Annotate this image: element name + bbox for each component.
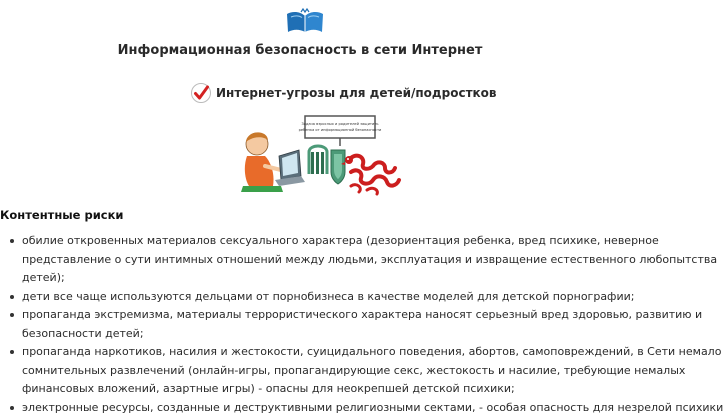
sign-line-1: Задача взрослых и родителей защитить bbox=[301, 122, 378, 126]
open-book-icon bbox=[285, 8, 325, 36]
list-item-text: сомнительных развлечений (онлайн-игры, пропагандирующие секс, жестокость и насилие, требующие немалых bbox=[22, 362, 648, 381]
list-item-text: представление о сути интимных отношений между людьми, эксплуатация и извращение естественного любопытства bbox=[22, 251, 648, 270]
list-item bbox=[8, 399, 648, 417]
list-item-text: обилие откровенных материалов сексуального характера (дезориентация ребенка, вред психике, неверное bbox=[22, 232, 648, 251]
list-item bbox=[8, 306, 648, 343]
page-title: Информационная безопасность в сети Интернет bbox=[0, 43, 600, 58]
list-item-text: электронные ресурсы, созданные и деструктивными религиозными сектами, - особая опасность для незрелой психики bbox=[22, 399, 648, 417]
bullet bbox=[10, 406, 14, 410]
list-item bbox=[8, 232, 648, 288]
bullet bbox=[10, 313, 14, 317]
risk-list bbox=[8, 232, 648, 417]
list-item bbox=[8, 343, 648, 399]
checkmark-icon bbox=[190, 82, 212, 104]
bullet bbox=[10, 350, 14, 354]
child-computer-illustration bbox=[235, 112, 405, 194]
list-item-text: детей); bbox=[22, 269, 648, 288]
sign-line-2: ребенка от информационной безопасности bbox=[299, 128, 382, 132]
subtitle-row bbox=[190, 82, 497, 104]
section-heading: Контентные риски bbox=[0, 208, 123, 222]
list-item-text: финансовых вложений, азартные игры) - опасны для неокрепшей детской психики; bbox=[22, 380, 648, 399]
list-item-text: пропаганда экстремизма, материалы террористического характера наносят серьезный вред здоровью, развитию и bbox=[22, 306, 648, 325]
list-item bbox=[8, 288, 648, 307]
list-item-text: дети все чаще используются дельцами от порнобизнеса в качестве моделей для детской порнографии; bbox=[22, 288, 648, 307]
list-item-text: пропаганда наркотиков, насилия и жестокости, суицидального поведения, абортов, самоповреждений, в Сети немало bbox=[22, 343, 648, 362]
bullet bbox=[10, 239, 14, 243]
subtitle-text: Интернет-угрозы для детей/подростков bbox=[216, 86, 497, 100]
list-item-text: безопасности детей; bbox=[22, 325, 648, 344]
bullet bbox=[10, 295, 14, 299]
